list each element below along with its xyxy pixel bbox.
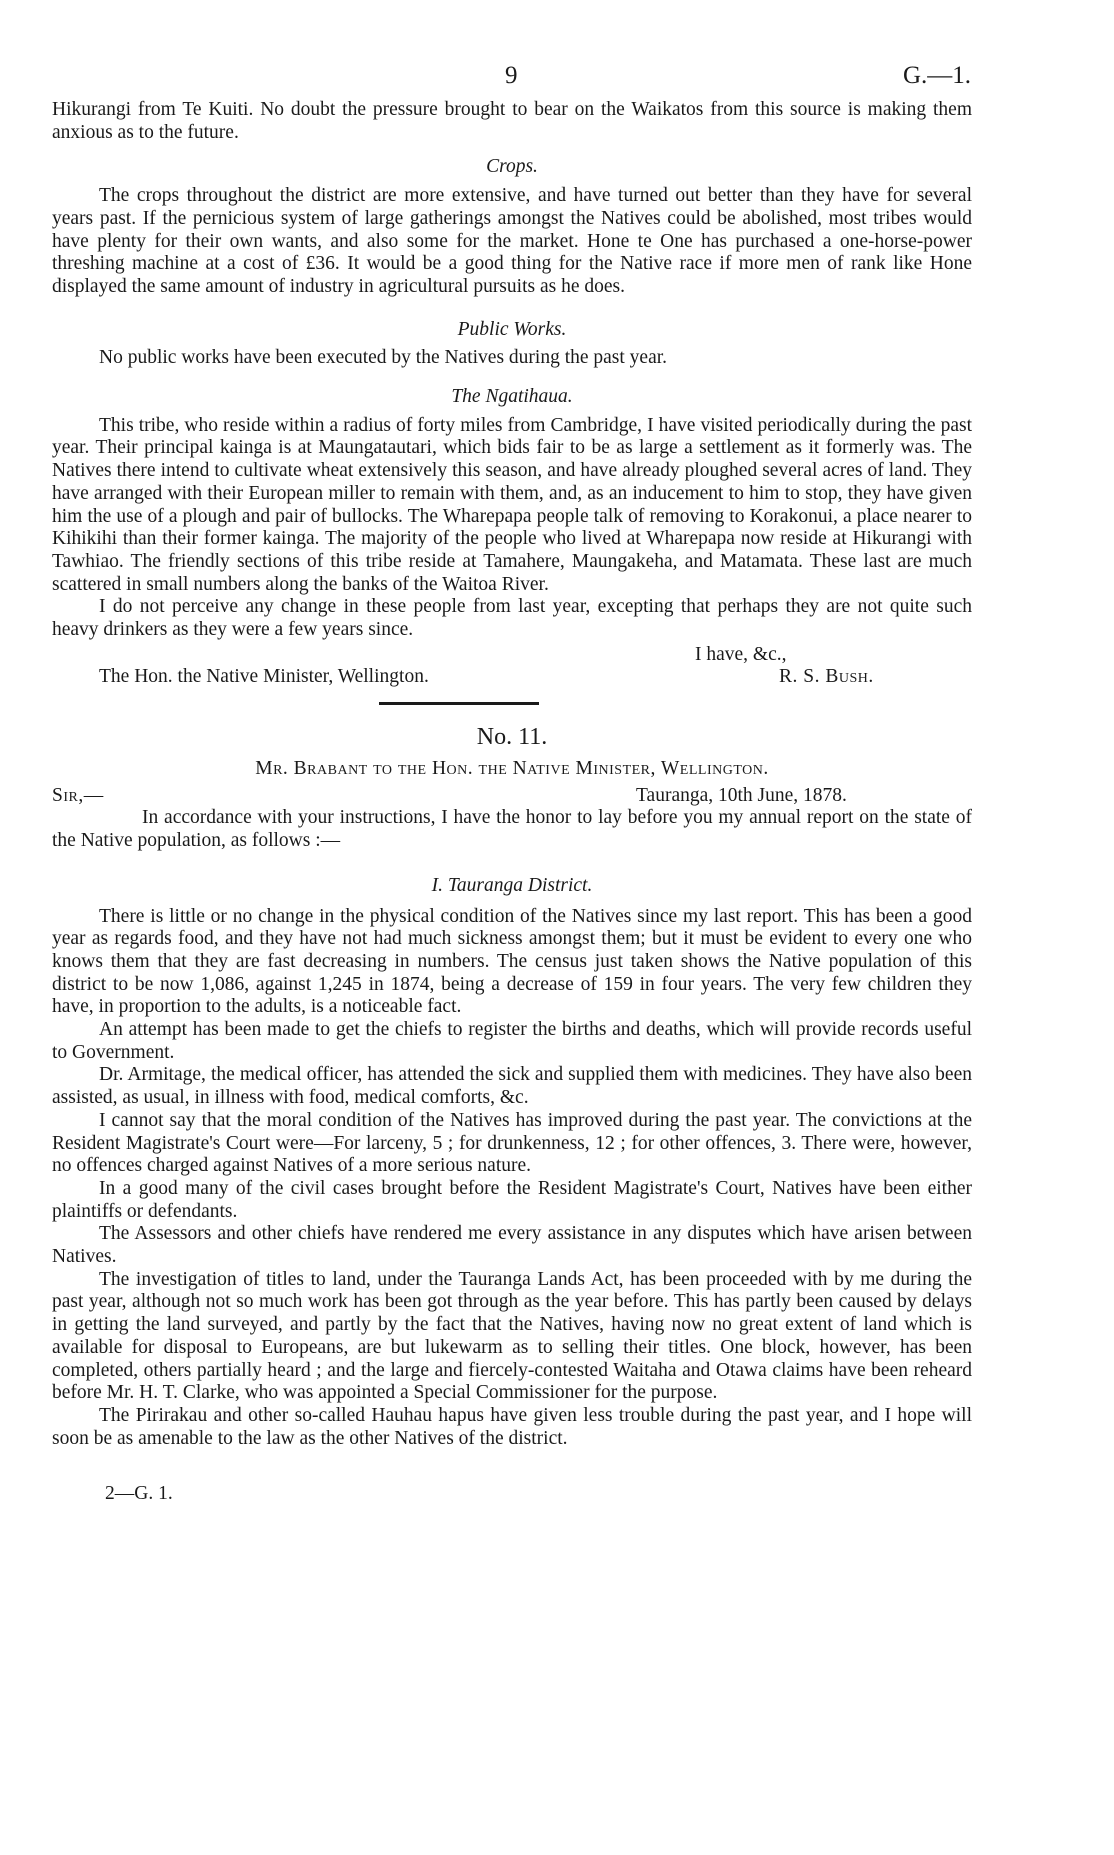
report-number-heading: No. 11. [476,724,548,750]
body-paragraph: The Assessors and other chiefs have rendered me every assistance in any disputes which have arisen between Natives. [52,1223,972,1268]
ngatihaua-heading: The Ngatihaua. [451,386,573,408]
body-paragraph: There is little or no change in the physical condition of the Natives since my last report. This has been a good year as regards food, and they have not had much sickness amongst them; but it must be evident to every one who knows them that they are fast decreasing in numbers. The census just taken shows the Native population of this district to be now 1,086, against 1,245 in 1874, being a decrease of 159 in four years. The very few children they have, in proportion to the adults, is a noticeable fact. [52,905,972,1018]
body-paragraph: The Pirirakau and other so-called Hauhau hapus have given less trouble during the past year, and I hope will soon be as amenable to the law as the other Natives of the district. [52,1404,972,1449]
public-works-paragraph: No public works have been executed by the Natives during the past year. [99,347,668,369]
ngatihaua-paragraph-1: This tribe, who reside within a radius of forty miles from Cambridge, I have visited periodically during the past year. Their principal kainga is at Maungatautari, which bids fair to be as large a settlement as it formerly was. The Natives there intend to cultivate wheat extensively this season, and have already ploughed several acres of land. They have arranged with their European miller to remain with them, and, as an inducement to him to stop, they have given him the use of a plough and pair of bullocks. The Wharepapa people talk of removing to Korakonui, a place nearer to Kihikihi than their former kainga. The majority of the people who lived at Wharepapa now reside at Hikurangi with Tawhiao. The friendly sections of this tribe reside at Tamahere, Maungakeha, and Matamata. These last are much scattered in small numbers along the banks of the Waitoa River. [52,414,972,595]
body-paragraph: An attempt has been made to get the chiefs to register the births and deaths, which will provide records useful to Government. [52,1019,972,1063]
signature-mark: 2—G. 1. [105,1483,173,1504]
crops-heading: Crops. [486,156,538,178]
page-number: 9 [505,62,518,89]
district-heading: I. Tauranga District. [431,874,593,896]
public-works-heading: Public Works. [457,318,567,340]
body-paragraph: In a good many of the civil cases brought before the Resident Magistrate's Court, Natives have been either plaintiffs or defendants. [52,1177,972,1222]
document-reference: G.—1. [903,62,972,89]
report-bush [52,99,972,689]
addressee: The Hon. the Native Minister, Wellington. [99,666,429,688]
crops-paragraph: The crops throughout the district are more extensive, and have turned out better than they have for several years past. If the pernicious system of large gatherings amongst the Natives could be abolished, most tribes would have plenty for their own wants, and also some for the market. Hone te One has purchased a one-horse-power threshing machine at a cost of £36. It would be a good thing for the Native race if more men of rank like Hone displayed the same amount of industry in agricultural pursuits as he does. [52,185,972,297]
section-divider [379,702,539,705]
addressing-line: Mr. Brabant to the Hon. the Native Minister, Wellington. [255,758,769,779]
closing-phrase: I have, &c., [695,643,787,665]
salutation: Sir,— [52,784,104,806]
body-paragraph: Dr. Armitage, the medical officer, has attended the sick and supplied them with medicines. They have also been assisted, as usual, in illness with food, medical comforts, &c. [52,1064,972,1109]
report-brabant [52,722,972,1450]
opening-paragraph: In accordance with your instructions, I have the honor to lay before you my annual report on the state of the Native population, as follows :— [52,807,972,852]
intro-paragraph: Hikurangi from Te Kuiti. No doubt the pressure brought to bear on the Waikatos from this source is making them anxious as to the future. [52,99,972,143]
place-date: Tauranga, 10th June, 1878. [636,784,847,806]
signature-block [52,644,972,689]
body-paragraph: I cannot say that the moral condition of the Natives has improved during the past year. The convictions at the Resident Magistrate's Court were—For larceny, 5 ; for drunkenness, 12 ; for other offences, 3. There were, however, no offences charged against Natives of a more serious nature. [52,1109,972,1177]
body-paragraph: The investigation of titles to land, under the Tauranga Lands Act, has been proceeded with by me during the past year, although not so much work has been got through as the year before. This has partly been caused by delays in getting the land surveyed, and partly by the fact that the Natives, having now no great extent of land which is available for disposal to Europeans, are but lukewarm as to selling their titles. One block, however, has been completed, others partially heard ; and the large and fiercely-contested Waitaha and Otawa claims have been reheard before Mr. H. T. Clarke, who was appointed a Special Commissioner for the purpose. [52,1268,972,1404]
ngatihaua-paragraph-2: I do not perceive any change in these people from last year, excepting that perhaps they are not quite such heavy drinkers as they were a few years since. [52,596,972,641]
signature-name: R. S. Bush. [779,666,874,688]
